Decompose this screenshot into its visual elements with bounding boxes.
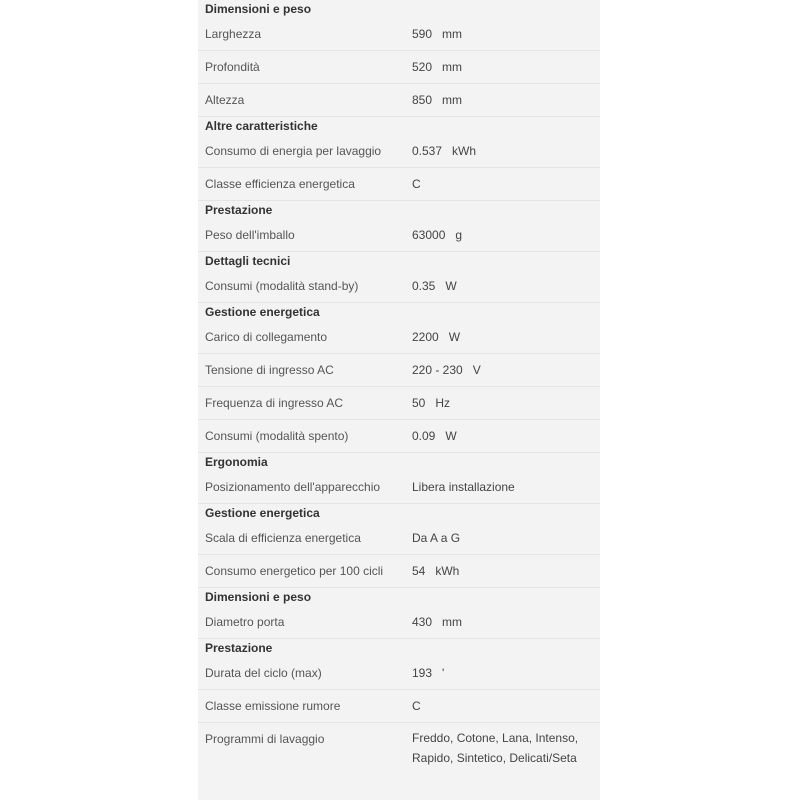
spec-row — [198, 219, 600, 252]
spec-row — [198, 420, 600, 453]
spec-row — [198, 84, 600, 117]
section-title: Altre caratteristiche — [205, 119, 318, 133]
spec-value: C — [412, 177, 421, 191]
spec-value: 430 mm — [412, 615, 463, 629]
spec-value: 220 - 230 V — [412, 363, 481, 377]
spec-value: 0.35 W — [412, 279, 457, 293]
spec-label: Consumo di energia per lavaggio — [205, 144, 382, 158]
spec-label: Peso dell'imballo — [205, 228, 295, 242]
spec-value: 193 ' — [412, 666, 445, 680]
spec-value: C — [412, 699, 421, 713]
spec-row — [198, 471, 600, 504]
spec-label: Profondità — [205, 60, 260, 74]
spec-row — [198, 657, 600, 690]
spec-value: 0.09 W — [412, 429, 457, 443]
spec-label: Consumi (modalità spento) — [205, 429, 349, 443]
spec-row — [198, 51, 600, 84]
spec-value: Libera installazione — [412, 480, 515, 494]
section-title: Dimensioni e peso — [205, 2, 312, 16]
spec-label: Consumi (modalità stand-by) — [205, 279, 359, 293]
spec-value: Da A a G — [412, 531, 461, 545]
spec-value: 520 mm — [412, 60, 463, 74]
spec-label: Programmi di lavaggio — [205, 732, 325, 746]
spec-value: 2200 W — [412, 330, 461, 344]
spec-row — [198, 135, 600, 168]
spec-value: Freddo, Cotone, Lana, Intenso, Rapido, Sintetico, Delicati/Seta — [412, 731, 579, 765]
spec-value: 63000 g — [412, 228, 463, 242]
section-title: Gestione energetica — [205, 305, 320, 319]
spec-label: Frequenza di ingresso AC — [205, 396, 344, 410]
spec-label: Tensione di ingresso AC — [205, 363, 334, 377]
spec-value: 590 mm — [412, 27, 463, 41]
spec-label: Carico di collegamento — [205, 330, 328, 344]
spec-value: 850 mm — [412, 93, 463, 107]
section-title: Gestione energetica — [205, 506, 320, 520]
spec-value: 50 Hz — [412, 396, 451, 410]
specifications-panel — [198, 0, 600, 800]
section-title: Prestazione — [205, 641, 273, 655]
section-title: Dimensioni e peso — [205, 590, 312, 604]
spec-row — [198, 168, 600, 201]
spec-row — [198, 723, 600, 779]
spec-label: Larghezza — [205, 27, 262, 41]
spec-row — [198, 555, 600, 588]
section-title: Prestazione — [205, 203, 273, 217]
spec-value: 54 kWh — [412, 564, 460, 578]
spec-value: 0.537 kWh — [412, 144, 477, 158]
spec-label: Consumo energetico per 100 cicli — [205, 564, 384, 578]
spec-label: Scala di efficienza energetica — [205, 531, 361, 545]
spec-label: Diametro porta — [205, 615, 285, 629]
spec-label: Durata del ciclo (max) — [205, 666, 322, 680]
section-title: Ergonomia — [205, 455, 268, 469]
section-title: Dettagli tecnici — [205, 254, 291, 268]
spec-row — [198, 690, 600, 723]
spec-row — [198, 522, 600, 555]
spec-row — [198, 387, 600, 420]
spec-row — [198, 354, 600, 387]
spec-row — [198, 270, 600, 303]
spec-label: Altezza — [205, 93, 245, 107]
spec-label: Classe emissione rumore — [205, 699, 341, 713]
spec-row — [198, 321, 600, 354]
spec-row — [198, 18, 600, 51]
spec-label: Posizionamento dell'apparecchio — [205, 480, 381, 494]
spec-row — [198, 606, 600, 639]
spec-label: Classe efficienza energetica — [205, 177, 355, 191]
